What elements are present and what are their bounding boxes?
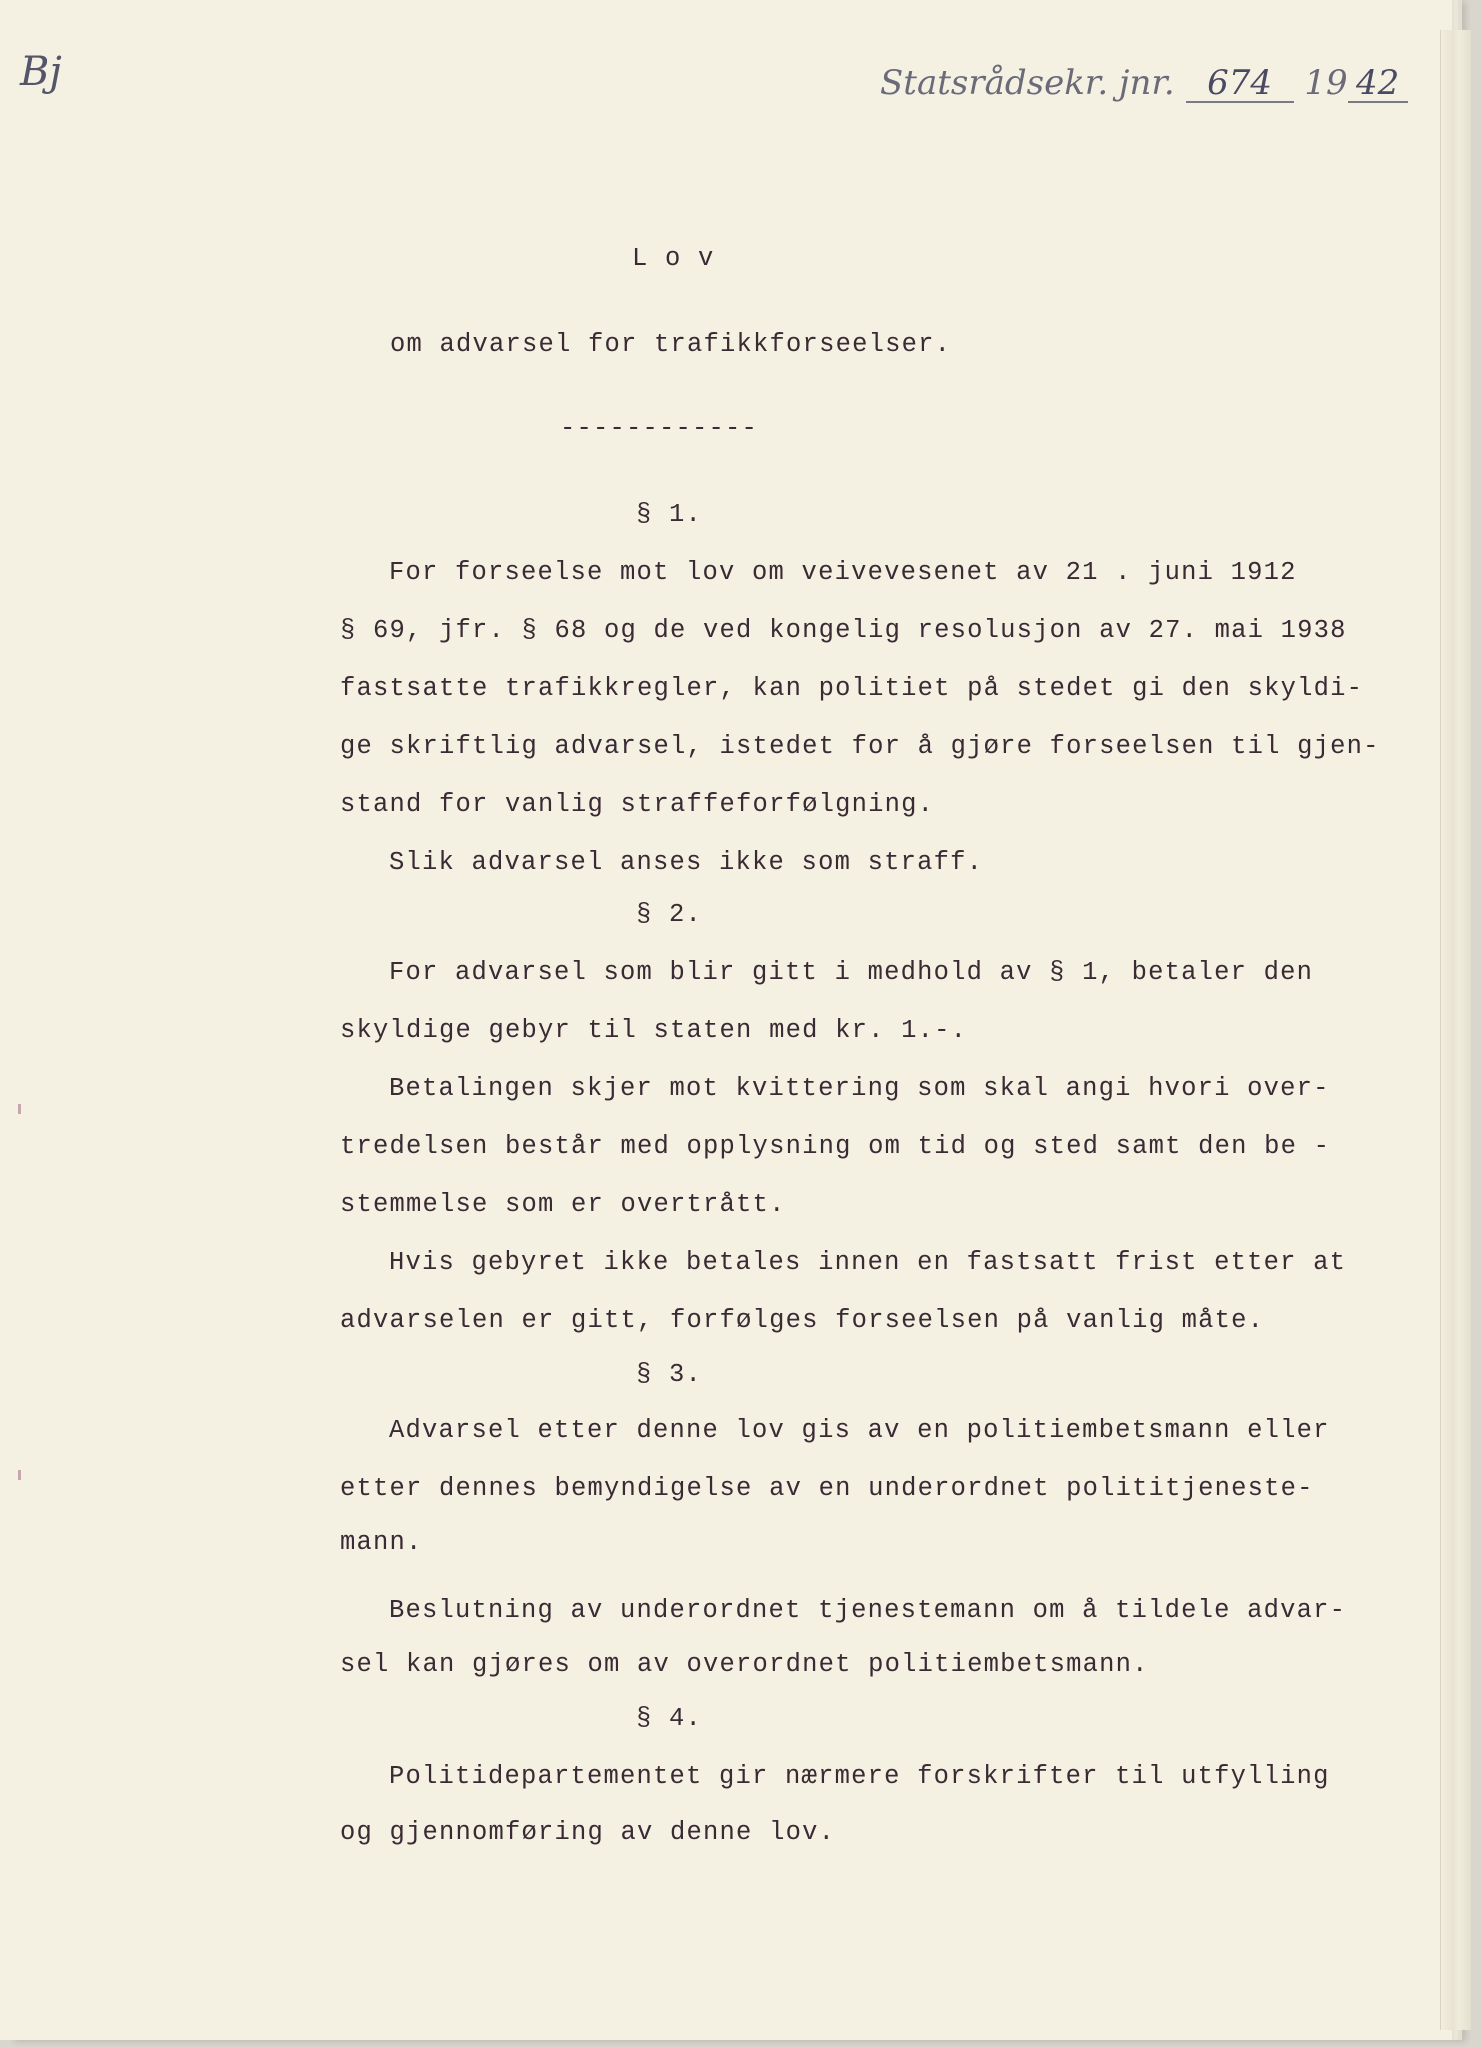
text-line: mann. [340, 1528, 423, 1557]
document-subtitle: om advarsel for trafikkforseelser. [390, 330, 952, 359]
text-line: fastsatte trafikkregler, kan politiet på stedet gi den skyldi- [340, 674, 1364, 703]
text-line: For forseelse mot lov om veivevesenet av 21 . juni 1912 [389, 558, 1297, 587]
text-line: ge skriftlig advarsel, istedet for å gjøre forseelsen til gjen- [340, 732, 1380, 761]
text-line: Politidepartementet gir nærmere forskrifter til utfylling [389, 1762, 1330, 1791]
text-line: Betalingen skjer mot kvittering som skal angi hvori over- [389, 1074, 1330, 1103]
document-title: L o v [632, 244, 715, 273]
page-stack-edge [1440, 30, 1471, 2030]
handwritten-initials: Bj [20, 49, 62, 95]
journal-label: Statsrådsekr. jnr. [880, 63, 1175, 103]
text-line: Advarsel etter denne lov gis av en politiembetsmann eller [389, 1416, 1330, 1445]
title-separator: ------------ [560, 414, 759, 443]
year-suffix: 42 [1348, 66, 1408, 103]
journal-annotation [880, 63, 1408, 103]
text-line: skyldige gebyr til staten med kr. 1.-. [340, 1016, 968, 1045]
section-heading: § 4. [636, 1704, 703, 1733]
text-line: og gjennomføring av denne lov. [340, 1818, 836, 1847]
journal-number: 674 [1186, 66, 1294, 103]
text-line: Beslutning av underordnet tjenestemann om å tildele advar- [389, 1596, 1347, 1625]
text-line: For advarsel som blir gitt i medhold av § 1, betaler den [389, 958, 1314, 987]
text-line: stemmelse som er overtrått. [340, 1190, 786, 1219]
text-line: tredelsen består med opplysning om tid og sted samt den be - [340, 1132, 1331, 1161]
section-heading: § 3. [636, 1360, 703, 1389]
text-line: stand for vanlig straffeforfølgning. [340, 790, 935, 819]
text-line: Slik advarsel anses ikke som straff. [389, 848, 984, 877]
text-line: Hvis gebyret ikke betales innen en fastsatt frist etter at [389, 1248, 1347, 1277]
text-line: advarselen er gitt, forfølges forseelsen på vanlig måte. [340, 1306, 1265, 1335]
year-prefix: 19 [1304, 63, 1348, 103]
margin-mark [18, 1104, 21, 1114]
section-heading: § 1. [636, 500, 703, 529]
text-line: sel kan gjøres om av overordnet politiembetsmann. [340, 1650, 1149, 1679]
margin-mark [18, 1470, 21, 1480]
text-line: § 69, jfr. § 68 og de ved kongelig resolusjon av 27. mai 1938 [340, 616, 1347, 645]
section-heading: § 2. [636, 900, 703, 929]
text-line: etter dennes bemyndigelse av en underordnet polititjeneste- [340, 1474, 1314, 1503]
